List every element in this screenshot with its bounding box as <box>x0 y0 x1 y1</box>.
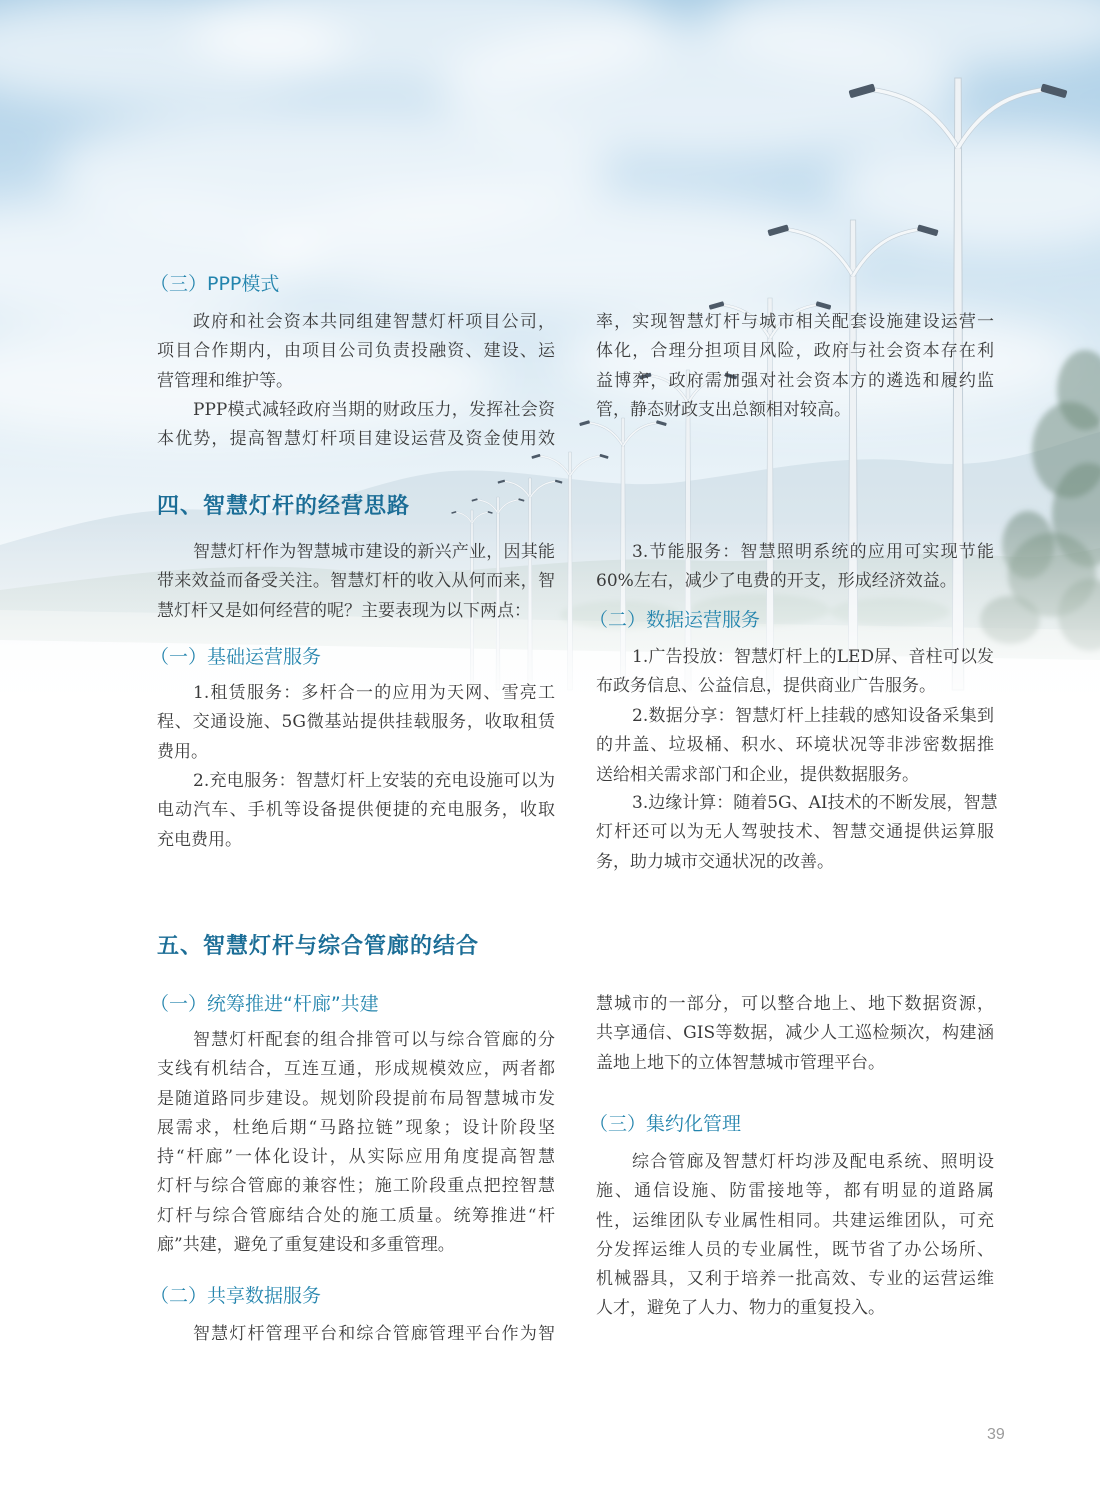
text-line: 2.数据分享：智慧灯杆上挂载的感知设备采集到 <box>632 706 994 726</box>
paragraph-co-build <box>157 1026 555 1260</box>
text-line: 项目合作期内，由项目公司负责投融资、建设、运 <box>157 341 555 362</box>
text-line: 综合管廊及智慧灯杆均涉及配电系统、照明设 <box>632 1152 994 1172</box>
text-line: 智慧灯杆配套的组合排管可以与综合管廊的分 <box>193 1030 555 1050</box>
text-line: 3.边缘计算：随着5G、AI技术的不断发展，智慧 <box>632 793 998 813</box>
cloud <box>260 190 860 310</box>
text-line: 营管理和维护等。 <box>157 370 293 391</box>
list-item-edge-computing <box>596 789 998 877</box>
text-line: 性，运维团队专业属性相同。共建运维团队，可充 <box>596 1210 994 1231</box>
text-line: 布政务信息、公益信息，提供商业广告服务。 <box>596 676 936 697</box>
list-item-data-sharing <box>596 702 994 790</box>
text-line: 率，实现智慧灯杆与城市相关配套设施建设运营一 <box>596 312 994 332</box>
list-item-charging-service <box>157 767 555 855</box>
paragraph-ppp-company <box>157 308 555 396</box>
text-line: 政府和社会资本共同组建智慧灯杆项目公司， <box>193 312 555 332</box>
page-number: 39 <box>987 1426 1005 1443</box>
text-line: 盖地上地下的立体智慧城市管理平台。 <box>596 1052 885 1073</box>
text-line: 分发挥运维人员的专业属性，既节省了办公场所、 <box>596 1239 994 1260</box>
text-line: 灯杆与综合管廊的兼容性；施工阶段重点把控智慧 <box>157 1176 555 1197</box>
text-line: 1.广告投放：智慧灯杆上的LED屏、音柱可以发 <box>632 647 994 667</box>
subsection-heading-basic-operations: （一）基础运营服务 <box>150 646 322 668</box>
list-item-energy-saving-service <box>596 538 994 597</box>
subsection-heading-intensive-management: （三）集约化管理 <box>589 1113 742 1135</box>
list-item-advertising <box>596 643 994 702</box>
text-line: 务，助力城市交通状况的改善。 <box>596 851 834 872</box>
paragraph-intensive-management <box>596 1148 994 1324</box>
text-line: 是随道路同步建设。规划阶段提前布局智慧城市发 <box>157 1088 555 1109</box>
text-line: 灯杆还可以为无人驾驶技术、智慧交通提供运算服 <box>596 822 994 843</box>
text-line: 费用。 <box>157 741 208 762</box>
text-line: 展需求，杜绝后期“马路拉链”现象；设计阶段坚 <box>157 1117 555 1138</box>
text-line: PPP模式减轻政府当期的财政压力，发挥社会资 <box>193 400 555 420</box>
text-line: 充电费用。 <box>157 829 242 850</box>
text-line: 本优势，提高智慧灯杆项目建设运营及资金使用效 <box>157 429 555 450</box>
text-line: 慧城市的一部分，可以整合地上、地下数据资源， <box>596 994 994 1014</box>
text-line: 益博弈，政府需加强对社会资本方的遴选和履约监 <box>596 370 994 391</box>
text-line: 体化，合理分担项目风险，政府与社会资本存在利 <box>596 341 994 362</box>
paragraph-operations-intro <box>157 538 555 626</box>
paragraph-ppp-benefits-continued <box>596 308 994 425</box>
text-line: 人才，避免了人力、物力的重复投入。 <box>596 1298 885 1319</box>
subsection-heading-ppp-model: （三）PPP模式 <box>150 273 280 295</box>
text-line: 智慧灯杆管理平台和综合管廊管理平台作为智 <box>193 1324 555 1344</box>
text-line: 施、通信设施、防雷接地等，都有明显的道路属 <box>596 1181 994 1202</box>
subsection-heading-shared-data: （二）共享数据服务 <box>150 1285 322 1307</box>
paragraph-shared-data-continued <box>596 990 994 1078</box>
text-line: 的井盖、垃圾桶、积水、环境状况等非涉密数据推 <box>596 735 994 756</box>
paragraph-shared-data <box>157 1320 555 1349</box>
text-line: 持“杆廊”一体化设计，从实际应用角度提高智慧 <box>157 1147 555 1168</box>
text-line: 廊”共建，避免了重复建设和多重管理。 <box>157 1235 455 1256</box>
paragraph-ppp-benefits <box>157 396 555 455</box>
text-line: 管，静态财政支出总额相对较高。 <box>596 399 851 420</box>
text-line: 电动汽车、手机等设备提供便捷的充电服务，收取 <box>157 800 555 821</box>
text-line: 智慧灯杆作为智慧城市建设的新兴产业，因其能 <box>193 542 555 562</box>
list-item-leasing-service <box>157 679 555 767</box>
section-title-operations: 四、智慧灯杆的经营思路 <box>157 494 411 519</box>
subsection-heading-co-build: （一）统筹推进“杆廊”共建 <box>150 993 379 1015</box>
text-line: 慧灯杆又是如何经营的呢？主要表现为以下两点： <box>157 600 531 621</box>
text-line: 带来效益而备受关注。智慧灯杆的收入从何而来，智 <box>157 571 555 592</box>
text-line: 机械器具，又利于培养一批高效、专业的运营运维 <box>596 1269 994 1290</box>
text-line: 送给相关需求部门和企业，提供数据服务。 <box>596 764 919 785</box>
text-line: 支线有机结合，互连互通，形成规模效应，两者都 <box>157 1059 555 1080</box>
text-line: 60%左右，减少了电费的开支，形成经济效益。 <box>596 571 957 592</box>
text-line: 共享通信、GIS等数据，减少人工巡检频次，构建涵 <box>596 1023 994 1044</box>
subsection-heading-data-operations: （二）数据运营服务 <box>589 609 761 631</box>
text-line: 2.充电服务：智慧灯杆上安装的充电设施可以为 <box>193 771 555 791</box>
section-title-pipe-gallery: 五、智慧灯杆与综合管廊的结合 <box>157 934 480 959</box>
text-line: 程、交通设施、5G微基站提供挂载服务，收取租赁 <box>157 712 555 733</box>
text-line: 1.租赁服务：多杆合一的应用为天网、雪亮工 <box>193 683 555 703</box>
text-line: 灯杆与综合管廊结合处的施工质量。统筹推进“杆 <box>157 1205 555 1226</box>
text-line: 3.节能服务：智慧照明系统的应用可实现节能 <box>632 542 994 562</box>
